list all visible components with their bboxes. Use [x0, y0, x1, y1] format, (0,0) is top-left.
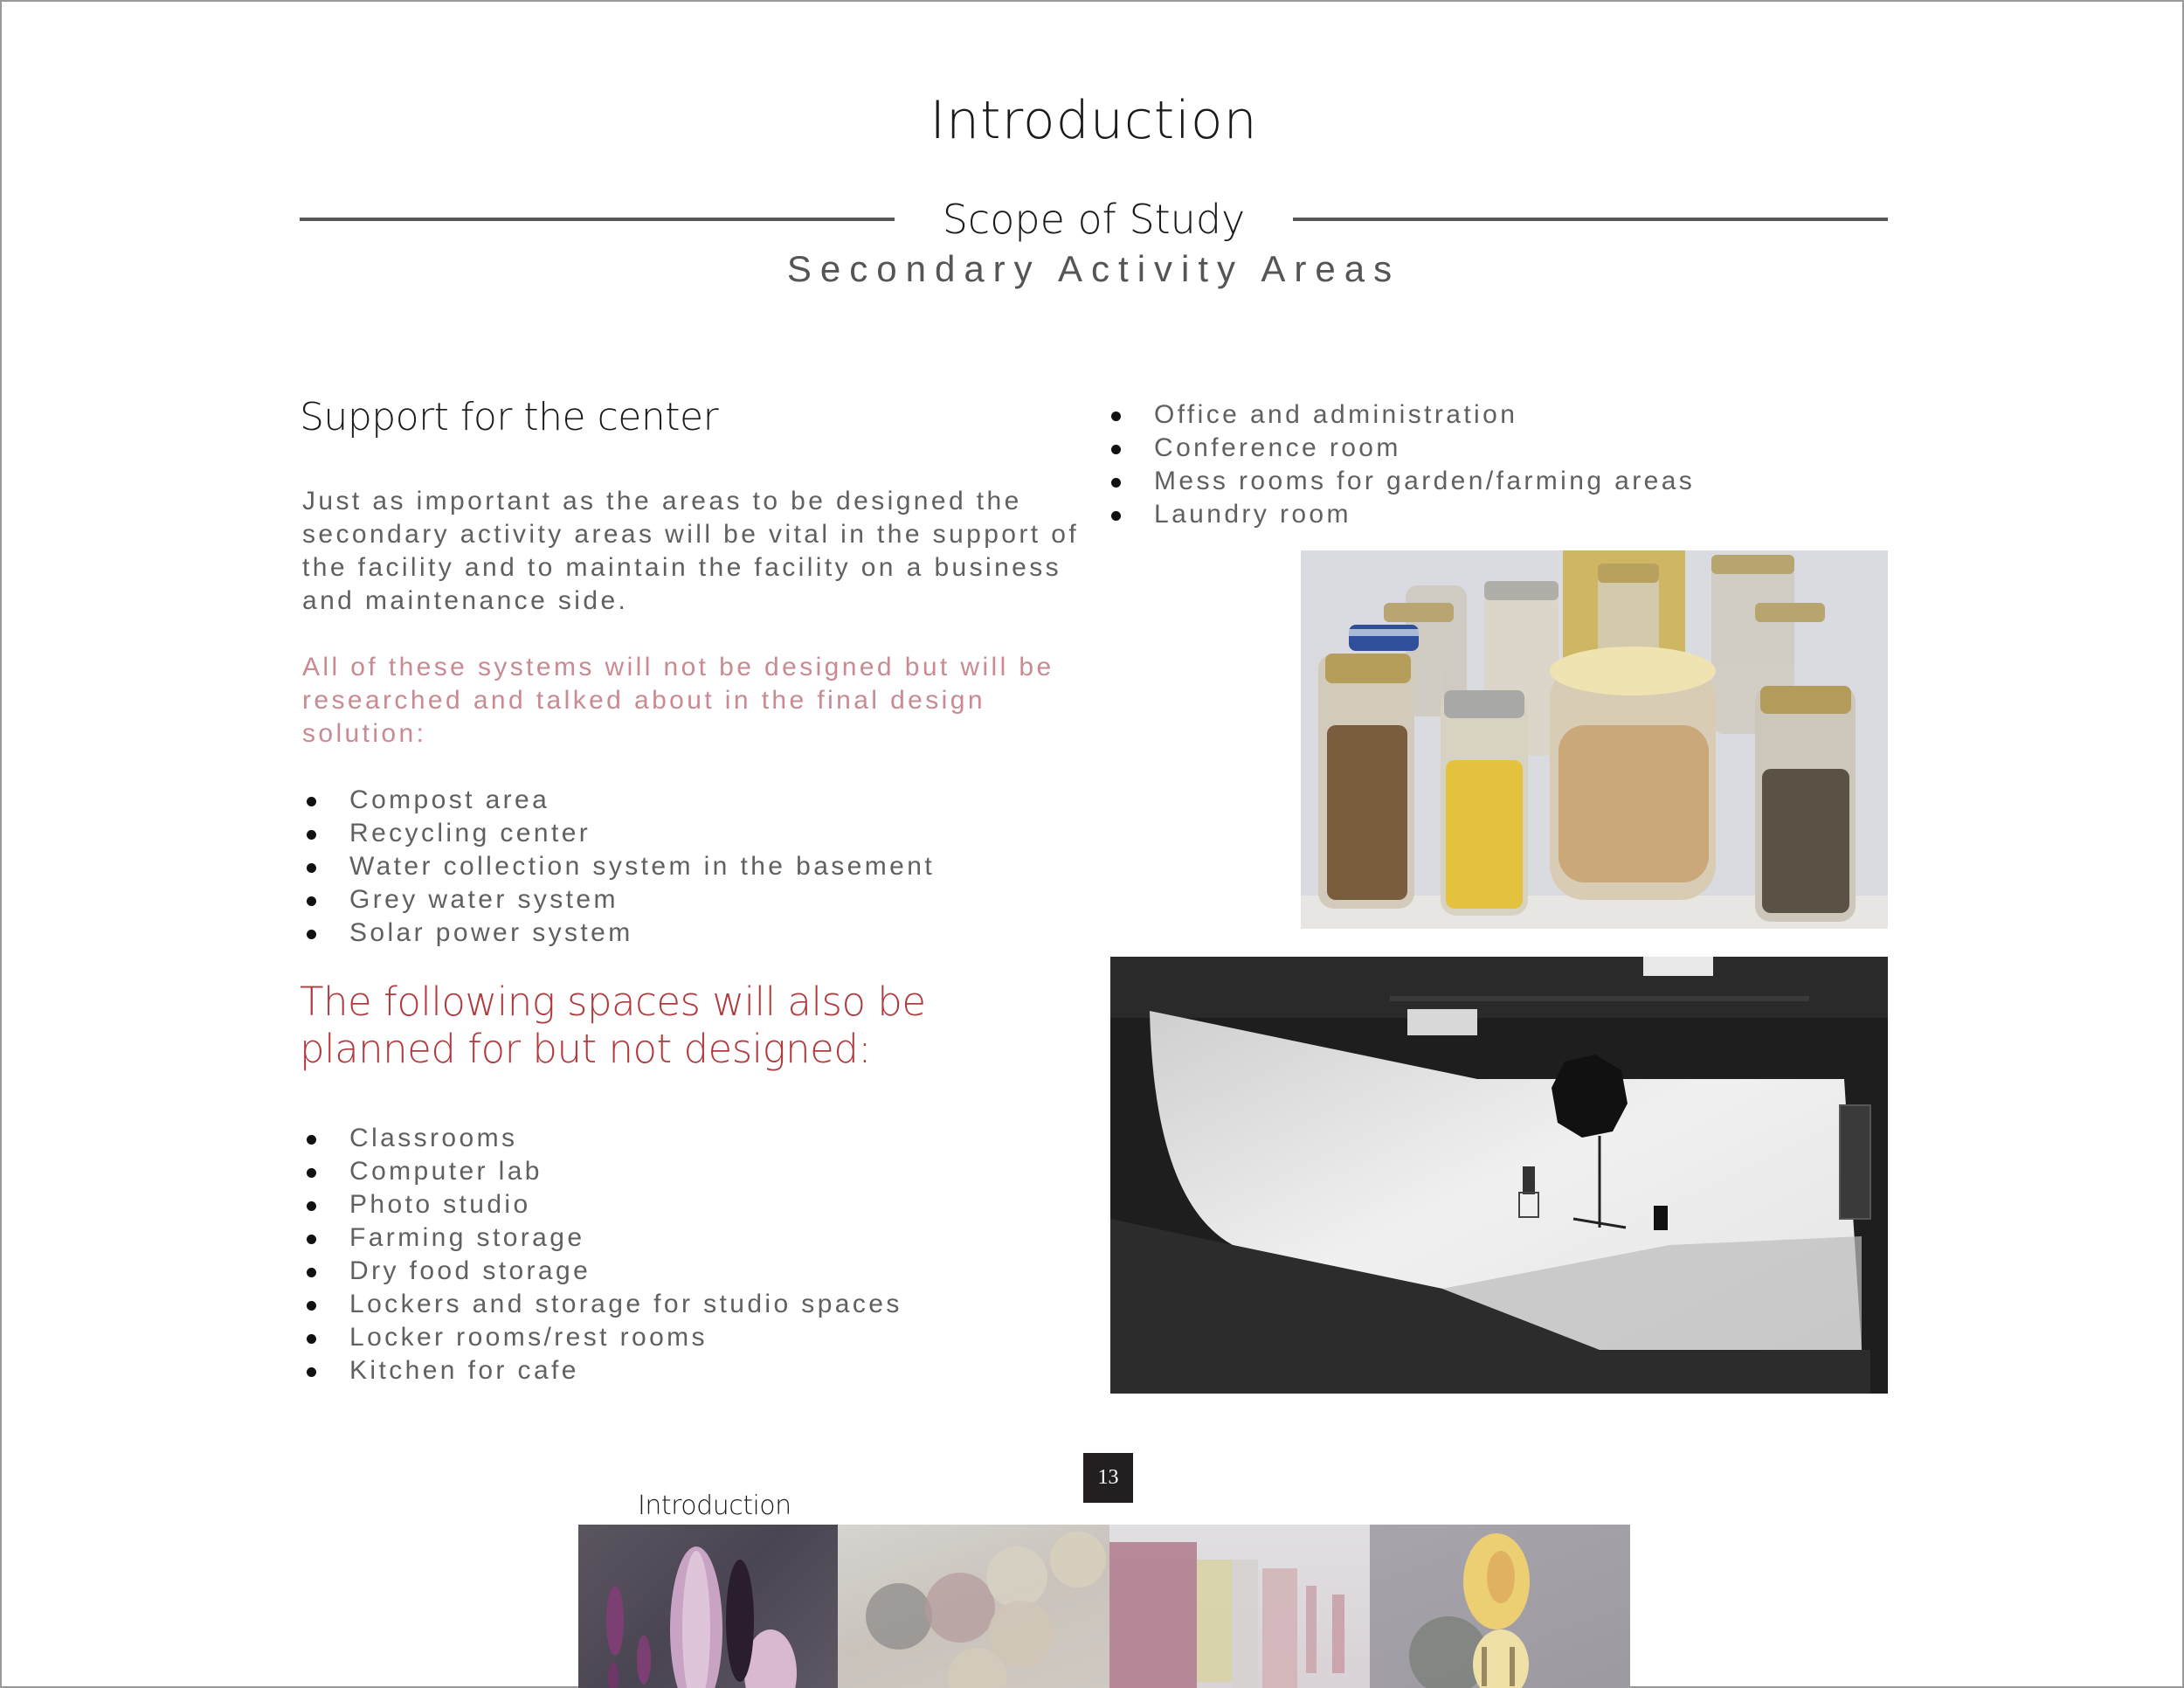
bullet-icon: [1111, 511, 1121, 521]
divider-right: [1293, 218, 1888, 221]
systems-list: [300, 784, 935, 950]
bullet-icon: [307, 1301, 316, 1311]
list-item: Kitchen for cafe: [300, 1354, 902, 1387]
bullet-icon: [307, 797, 316, 806]
bullet-icon: [1111, 412, 1121, 421]
list-item: Compost area: [300, 784, 935, 817]
bullet-icon: [307, 830, 316, 840]
photo-studio-photo: [1110, 957, 1888, 1394]
subsection-title: Secondary Activity Areas: [786, 248, 1401, 289]
bullet-icon: [307, 1201, 316, 1211]
section-title: Scope of Study: [942, 196, 1246, 243]
support-heading: Support for the center: [300, 395, 719, 439]
list-item: Lockers and storage for studio spaces: [300, 1288, 902, 1321]
pantry-jars-photo: [1301, 550, 1888, 929]
bullet-icon: [307, 1235, 316, 1244]
list-item: Conference room: [1104, 432, 1695, 465]
thumbnail-hanging-dyed-yarn: [1109, 1525, 1370, 1688]
page-title: Introduction: [930, 90, 1258, 151]
list-item: Dry food storage: [300, 1255, 902, 1288]
bullet-icon: [307, 1268, 316, 1277]
bullet-icon: [1111, 478, 1121, 488]
bullet-icon: [307, 1334, 316, 1344]
list-item: Laundry room: [1104, 498, 1695, 531]
thumbnail-squash: [1370, 1525, 1630, 1688]
list-item: Locker rooms/rest rooms: [300, 1321, 902, 1354]
page-number: 13: [1083, 1453, 1133, 1503]
bullet-icon: [307, 1168, 316, 1178]
bullet-icon: [307, 1135, 316, 1145]
list-item: Computer lab: [300, 1155, 902, 1188]
bullet-icon: [1111, 445, 1121, 454]
list-item: Farming storage: [300, 1221, 902, 1255]
list-item: Mess rooms for garden/farming areas: [1104, 465, 1695, 498]
systems-note: All of these systems will not be designed but will be researched and talked about in the final design solution:: [302, 653, 1054, 748]
list-item: Water collection system in the basement: [300, 850, 935, 883]
list-item: Recycling center: [300, 817, 935, 850]
bullet-icon: [307, 1367, 316, 1377]
bullet-icon: [307, 863, 316, 873]
list-item: Solar power system: [300, 917, 935, 950]
list-item: Grey water system: [300, 883, 935, 917]
bullet-icon: [307, 930, 316, 939]
thumbnail-eggplants: [578, 1525, 838, 1688]
bullet-icon: [307, 896, 316, 906]
admin-spaces-list: [1104, 398, 1695, 531]
planned-spaces-list: [300, 1122, 902, 1387]
thumbnail-grains-and-seeds: [838, 1525, 1109, 1688]
planned-heading: The following spaces will also be planned for but not designed:: [300, 979, 926, 1072]
list-item: Classrooms: [300, 1122, 902, 1155]
list-item: Office and administration: [1104, 398, 1695, 432]
thumbnail-strip: [578, 1525, 1630, 1688]
thumbnail-strip-label: Introduction: [638, 1491, 791, 1521]
list-item: Photo studio: [300, 1188, 902, 1221]
support-paragraph: Just as important as the areas to be designed the secondary activity areas will be vital in the support of the facility and to maintain the facility on a business and maintenance side.: [302, 487, 1080, 615]
